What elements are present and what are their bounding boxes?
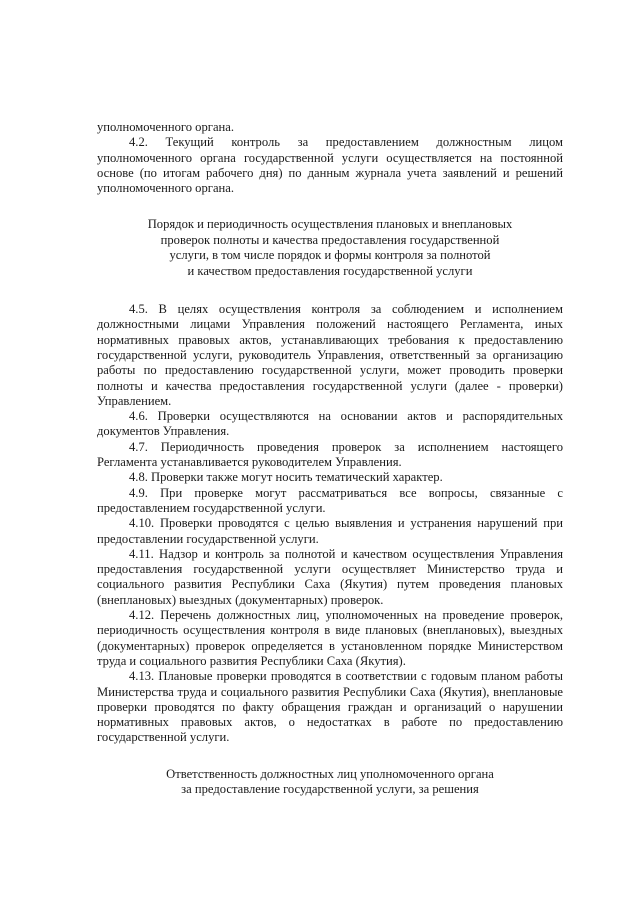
section-heading-line: услуги, в том числе порядок и формы контроля за полнотой bbox=[169, 248, 491, 263]
paragraph-4-5: 4.5. В целях осуществления контроля за соблюдением и исполнением должностными лицами Управления положений настоящего Регламента, иных нормативных правовых актов, устанавливающих требования к предоставлению государственной услуги, руководитель Управления, ответственный за организацию работы по предоставлению государственной услуги, может проводить проверки полноты и качества предоставления государственной услуги (далее - проверки) Управлением. bbox=[97, 302, 563, 408]
paragraph-4-12: 4.12. Перечень должностных лиц, уполномоченных на проведение проверок, периодичность осуществления контроля в виде плановых (внеплановых), выездных (документарных) проверок определяется в установленном порядке Министерством труда и социального развития Республики Саха (Якутия). bbox=[97, 608, 563, 668]
paragraph-4-11: 4.11. Надзор и контроль за полнотой и качеством осуществления Управления предоставления государственной услуги осуществляет Министерство труда и социального развития Республики Саха (Якутия) путем проведения плановых (внеплановых) выездных (документарных) проверок. bbox=[97, 546, 563, 607]
paragraph-4-9: 4.9. При проверке могут рассматриваться все вопросы, связанные с предоставлением государственной услуги. bbox=[97, 485, 563, 515]
paragraph-4-6: 4.6. Проверки осуществляются на основании актов и распорядительных документов Управления. bbox=[97, 409, 563, 439]
closing-heading-line: за предоставление государственной услуги, за решения bbox=[181, 782, 479, 797]
section-heading-line: Порядок и периодичность осуществления плановых и внеплановых bbox=[147, 217, 513, 232]
paragraph-4-7: 4.7. Периодичность проведения проверок за исполнением настоящего Регламента устанавливается руководителем Управления. bbox=[97, 439, 563, 470]
paragraph-4-10: 4.10. Проверки проводятся с целью выявления и устранения нарушений при предоставлении государственной услуги. bbox=[97, 516, 563, 546]
paragraph-4-13: 4.13. Плановые проверки проводятся в соответствии с годовым планом работы Министерства труда и социального развития Республики Саха (Якутия), внеплановые проверки проводятся по факту обращения граждан и организаций о нарушении нормативных правовых актов, о недостатках в работе по предоставлению государственной услуги. bbox=[97, 669, 563, 745]
paragraph-continuation: уполномоченного органа. bbox=[97, 120, 235, 134]
section-heading-line: и качеством предоставления государственной услуги bbox=[187, 263, 473, 278]
document-body bbox=[97, 120, 563, 798]
section-heading-line: проверок полноты и качества предоставления государственной bbox=[160, 232, 500, 247]
paragraph-4-8: 4.8. Проверки также могут носить тематический характер. bbox=[129, 470, 443, 485]
closing-heading bbox=[97, 767, 563, 798]
section-heading bbox=[97, 217, 563, 279]
closing-heading-line: Ответственность должностных лиц уполномоченного органа bbox=[166, 766, 494, 781]
paragraph-4-2: 4.2. Текущий контроль за предоставлением должностным лицом уполномоченного органа государственной услуги осуществляется на постоянной основе (по итогам рабочего дня) по данным журнала учета заявлений и решений уполномоченного органа. bbox=[97, 135, 563, 196]
